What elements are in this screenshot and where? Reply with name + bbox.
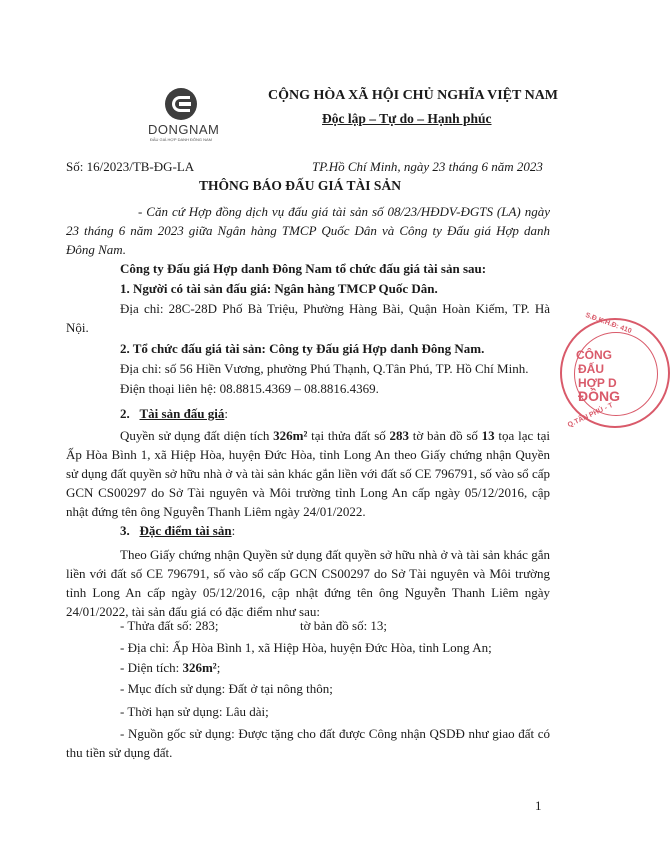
asset-parcel: 283	[389, 428, 410, 443]
asset-text-d: tọa lạc tại Ấp Hòa Bình 1, xã Hiệp Hòa, huyện Đức Hòa, tỉnh Long An theo Giấy chứng nhận Quyền sử dụng đất quyền sở hữu nhà ở và tài sản khác gắn liền với đất số CE 796791, số vào sổ cấp GCN CS00297 do Sở Tài nguyên và Môi trường tỉnh Long An cấp ngày 05/12/2016, cập nhật đứng tên ông Nguyễn Thanh Liêm ngày 24/01/2022.	[66, 428, 550, 519]
section-owner-heading: 1. Người có tài sản đấu giá: Ngân hàng TMCP Quốc Dân.	[120, 281, 438, 296]
intro-line: Công ty Đấu giá Hợp danh Đông Nam tổ chức đấu giá tài sản sau:	[120, 261, 487, 276]
organizer-phone: Điện thoại liên hệ: 08.8815.4369 – 08.8816.4369.	[120, 381, 379, 396]
feature-origin: - Nguồn gốc sử dụng: Được tặng cho đất được Công nhận QSDĐ như giao đất có thu tiền sử dụng đất.	[66, 726, 550, 760]
section-features-title: Đặc điểm tài sản	[139, 523, 232, 538]
feature-purpose: - Mục đích sử dụng: Đất ở tại nông thôn;	[120, 681, 333, 696]
motto: Độc lập – Tự do – Hạnh phúc	[322, 111, 492, 126]
company-logo	[148, 86, 220, 158]
feature-term: - Thời hạn sử dụng: Lâu dài;	[120, 704, 269, 719]
stamp-line3: ĐẤU	[578, 362, 604, 376]
owner-address: Địa chỉ: 28C-28D Phố Bà Triệu, Phường Hàng Bài, Quận Hoàn Kiếm, TP. Hà Nội.	[66, 301, 550, 335]
stamp-line1: S.Đ.K.H.Đ: 410	[584, 311, 633, 336]
section-asset-number: 2.	[120, 406, 130, 421]
features-paragraph: Theo Giấy chứng nhận Quyền sử dụng đất quyền sở hữu nhà ở và tài sản khác gắn liền với đất số CE 796791, số vào sổ cấp GCN CS00297 do Sở Tài nguyên và Môi trường tỉnh Long An cấp ngày 05/12/2016, cập nhật đứng tên ông Nguyễn Thanh Liêm ngày 24/01/2022, tài sản đấu giá có đặc điểm như sau:	[66, 547, 550, 619]
stamp-line4: HỢP D	[578, 376, 617, 390]
logo-tagline: ĐẤU GIÁ HỢP DANH ĐÔNG NAM	[149, 137, 213, 142]
section-features-number: 3.	[120, 523, 130, 538]
country-header: CỘNG HÒA XÃ HỘI CHỦ NGHĨA VIỆT NAM	[268, 88, 559, 103]
asset-text-a: Quyền sử dụng đất diện tích	[120, 428, 274, 443]
asset-sheet: 13	[481, 428, 495, 443]
organizer-address: Địa chỉ: số 56 Hiền Vương, phường Phú Thạnh, Q.Tân Phú, TP. Hồ Chí Minh.	[120, 361, 529, 376]
feature-address: - Địa chỉ: Ấp Hòa Bình 1, xã Hiệp Hòa, huyện Đức Hòa, tỉnh Long An;	[120, 640, 492, 655]
section-asset-heading	[120, 404, 228, 423]
stamp-line5: ĐÔNG	[578, 388, 620, 404]
logo-emblem-icon	[165, 88, 197, 120]
section-features-colon: :	[231, 523, 236, 538]
asset-text-b: tại thửa đất số	[307, 428, 390, 443]
asset-paragraph	[66, 426, 550, 521]
feature-area	[120, 658, 220, 677]
basis-paragraph: - Căn cứ Hợp đồng dịch vụ đấu giá tài sản số 08/23/HĐDV-ĐGTS (LA) ngày 23 tháng 6 năm 2023 giữa Ngân hàng TMCP Quốc Dân và Công ty Đấu giá Hợp danh Đông Nam.	[66, 204, 550, 257]
official-stamp	[560, 311, 670, 430]
feature-area-end: ;	[216, 660, 221, 675]
stamp-line6: Q.TÂN PHÚ - T	[566, 401, 615, 430]
document-title: THÔNG BÁO ĐẤU GIÁ TÀI SẢN	[199, 178, 401, 193]
document-number: Số: 16/2023/TB-ĐG-LA	[66, 159, 195, 174]
feature-sheet: tờ bản đồ số: 13;	[300, 618, 388, 633]
page-number: 1	[535, 798, 542, 813]
place-date: TP.Hồ Chí Minh, ngày 23 tháng 6 năm 2023	[312, 159, 543, 174]
section-organizer-heading: 2. Tổ chức đấu giá tài sản: Công ty Đấu giá Hợp danh Đông Nam.	[120, 341, 485, 356]
stamp-line2: CÔNG	[576, 348, 612, 362]
asset-area: 326m²	[273, 428, 308, 443]
logo-name: DONGNAM	[148, 122, 220, 137]
feature-area-label: - Diện tích:	[120, 660, 183, 675]
feature-area-value: 326m²	[182, 660, 217, 675]
section-asset-colon: :	[224, 406, 229, 421]
asset-text-c: tờ bản đồ số	[409, 428, 482, 443]
section-features-heading	[120, 521, 235, 540]
section-asset-title: Tài sản đấu giá	[139, 406, 225, 421]
feature-parcel: - Thửa đất số: 283;	[120, 618, 219, 633]
